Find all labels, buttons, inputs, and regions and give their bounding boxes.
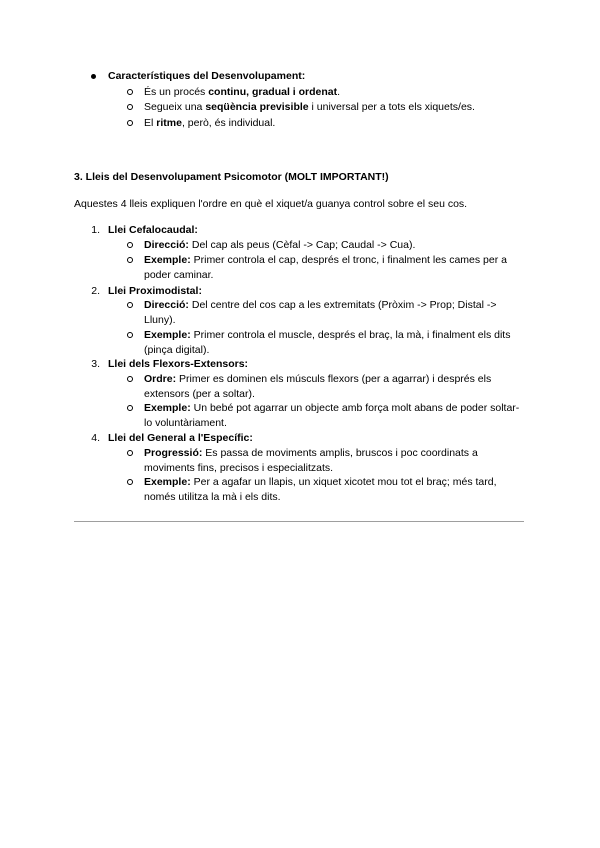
law-item: Exemple: Un bebé pot agarrar un objecte amb força molt abans de poder soltar-lo voluntàriament.	[144, 402, 520, 429]
bullet-circle	[127, 242, 133, 248]
bullet-circle	[127, 376, 133, 382]
section-intro: Aquestes 4 lleis expliquen l'ordre en què el xiquet/a guanya control sobre el seu cos.	[74, 198, 468, 210]
list-number: 3.	[91, 358, 100, 370]
law-title: Llei dels Flexors-Extensors:	[108, 358, 249, 370]
bullet-circle	[127, 257, 133, 263]
law-item: Direcció: Del centre del cos cap a les extremitats (Pròxim -> Prop; Distal -> Lluny).	[144, 299, 497, 326]
law-item: Direcció: Del cap als peus (Cèfal -> Cap; Caudal -> Cua).	[144, 239, 416, 251]
law-item: Exemple: Primer controla el muscle, després el braç, la mà, i finalment els dits (pinça digital).	[144, 329, 511, 356]
bullet-circle	[127, 104, 133, 110]
bullet-circle	[127, 89, 133, 95]
bullet-circle	[127, 479, 133, 485]
law-title: Llei Proximodistal:	[108, 285, 202, 297]
characteristics-item: El ritme, però, és individual.	[144, 117, 276, 129]
law-item: Progressió: Es passa de moviments amplis, bruscos i poc coordinats a moviments fins, precisos i especialitzats.	[144, 447, 478, 474]
characteristics-heading: Característiques del Desenvolupament:	[108, 70, 306, 82]
bullet-circle	[127, 302, 133, 308]
section-title: 3. Lleis del Desenvolupament Psicomotor (MOLT IMPORTANT!)	[74, 171, 389, 183]
bullet-circle	[127, 120, 133, 126]
bullet-circle	[127, 405, 133, 411]
law-title: Llei del General a l'Específic:	[108, 432, 253, 444]
characteristics-item: Segueix una seqüència previsible i universal per a tots els xiquets/es.	[144, 101, 475, 113]
list-number: 4.	[91, 432, 100, 444]
list-number: 2.	[91, 285, 100, 297]
bullet-circle	[127, 450, 133, 456]
list-number: 1.	[91, 224, 100, 236]
law-item: Ordre: Primer es dominen els músculs flexors (per a agarrar) i després els extensors (per a soltar).	[144, 373, 492, 400]
law-title: Llei Cefalocaudal:	[108, 224, 198, 236]
horizontal-rule	[74, 521, 524, 522]
bullet-dot	[91, 74, 96, 79]
bullet-circle	[127, 332, 133, 338]
characteristics-item: És un procés continu, gradual i ordenat.	[144, 86, 341, 98]
law-item: Exemple: Per a agafar un llapis, un xiquet xicotet mou tot el braç; més tard, només utilitza la mà i els dits.	[144, 476, 497, 503]
law-item: Exemple: Primer controla el cap, després el tronc, i finalment les cames per a poder caminar.	[144, 254, 507, 281]
